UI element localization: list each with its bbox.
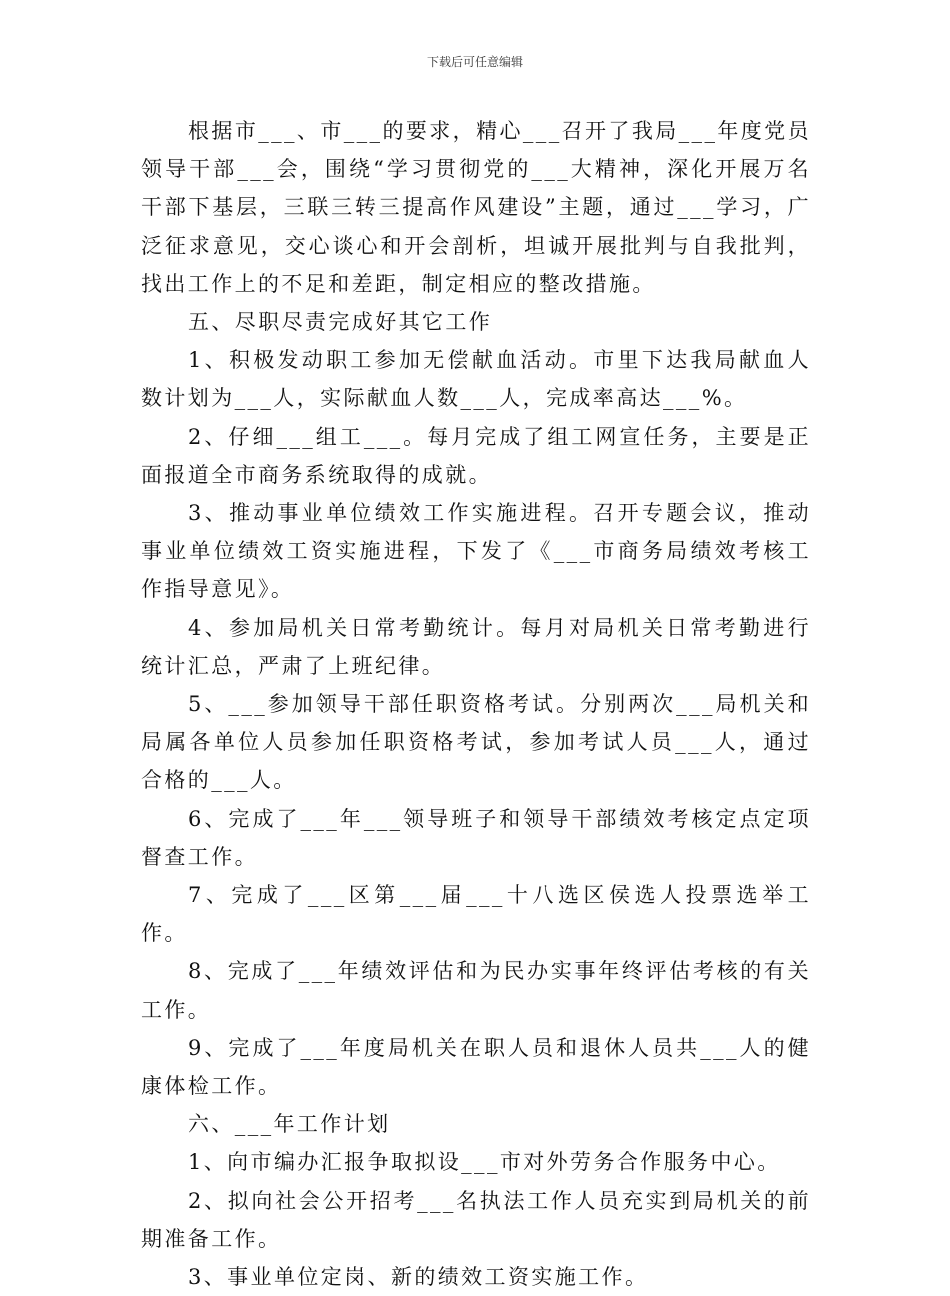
paragraph-item: 8、完成了___年绩效评估和为民办实事年终评估考核的有关工作。: [141, 959, 811, 1022]
paragraph-item: 2、仔细___组工___。每月完成了组工网宣任务，主要是正面报道全市商务系统取得的成就。: [141, 424, 811, 487]
paragraph-item: 5、___参加领导干部任职资格考试。分别两次___局机关和局属各单位人员参加任职资格考试，参加考试人员___人，通过合格的___人。: [141, 692, 811, 793]
paragraph-item: 3、推动事业单位绩效工作实施进程。召开专题会议，推动事业单位绩效工资实施进程，下发了《___市商务局绩效考核工作指导意见》。: [141, 501, 811, 602]
paragraph-item: 6、完成了___年___领导班子和领导干部绩效考核定点定项督查工作。: [141, 806, 811, 869]
section-heading-6: 六、___年工作计划: [188, 1112, 391, 1137]
paragraph-item: 3、事业单位定岗、新的绩效工资实施工作。: [188, 1265, 649, 1290]
document-body: [141, 112, 811, 1296]
section-heading-5: 五、尽职尽责完成好其它工作: [188, 310, 493, 335]
paragraph-item: 2、拟向社会公开招考___名执法工作人员充实到局机关的前期准备工作。: [141, 1188, 811, 1251]
paragraph-item: 7、完成了___区第___届___十八选区侯选人投票选举工作。: [141, 883, 811, 946]
paragraph-item: 9、完成了___年度局机关在职人员和退休人员共___人的健康体检工作。: [141, 1035, 811, 1099]
paragraph-item: 1、向市编办汇报争取拟设___市对外劳务合作服务中心。: [188, 1150, 781, 1175]
paragraph-intro: 根据市___、市___的要求，精心___召开了我局___年度党员领导干部___会，围绕“学习贯彻党的___大精神，深化开展万名干部下基层，三联三转三提高作风建设”主题，通过___学习，广泛征求意见，交心谈心和开会剖析，坦诚开展批判与自我批判，找出工作上的不足和差距，制定相应的整改措施。: [141, 119, 811, 296]
paragraph-item: 1、积极发动职工参加无偿献血活动。市里下达我局献血人数计划为___人，实际献血人数___人，完成率高达___%。: [141, 348, 811, 411]
paragraph-item: 4、参加局机关日常考勤统计。每月对局机关日常考勤进行统计汇总，严肃了上班纪律。: [141, 615, 811, 678]
page-header: 下载后可任意编辑: [426, 55, 523, 69]
